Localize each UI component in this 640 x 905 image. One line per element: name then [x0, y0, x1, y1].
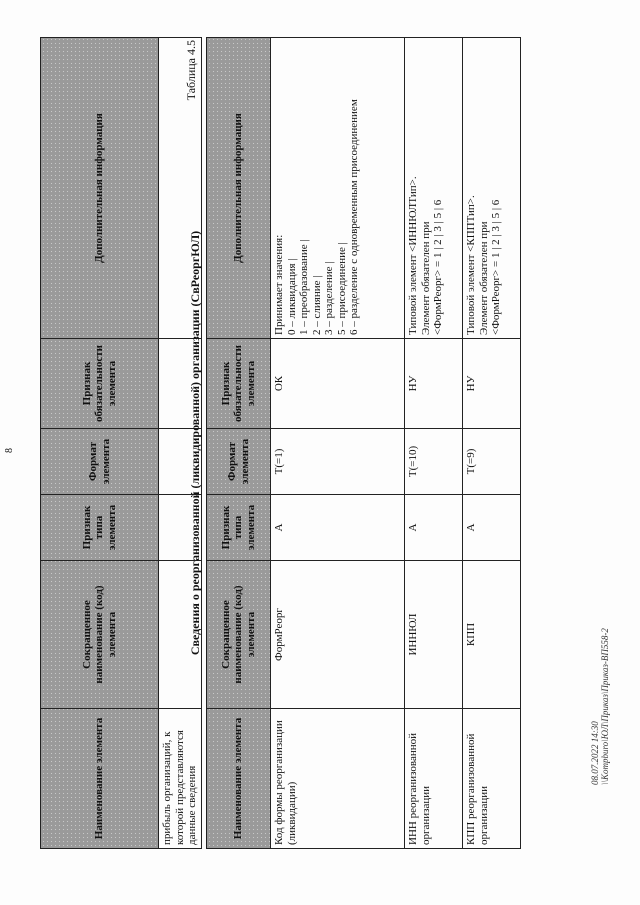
table-continuation — [40, 37, 202, 849]
header-name: Наименование элемента — [207, 709, 271, 849]
stamp-path: \\Kompburo\ЮЛ\Приказ\Приказ-ВП558-2 — [600, 628, 610, 785]
cell-required: ОК — [271, 339, 405, 429]
stamp-date: 08.07.2022 14:30 — [590, 721, 600, 785]
info-line: <ФормРеорг> = 1 | 2 | 3 | 5 | 6 — [432, 199, 444, 335]
cell-type: А — [271, 495, 405, 561]
header-info: Дополнительная информация — [41, 38, 159, 339]
header-code: Сокращенное наименование (код) элемента — [207, 561, 271, 709]
cell-format: T(=1) — [271, 429, 405, 495]
cell-format: T(=10) — [405, 429, 463, 495]
table-main — [206, 37, 521, 849]
page-number: 8 — [4, 448, 15, 453]
info-line: 3 – разделение | — [323, 261, 335, 335]
cell-required: НУ — [405, 339, 463, 429]
cell-info — [463, 38, 521, 339]
table-row — [271, 38, 405, 849]
cell-name: Код формы реорганизации (ликвидации) — [271, 709, 405, 849]
table-row — [405, 38, 463, 849]
table-caption: Таблица 4.5 — [184, 40, 198, 101]
header-required: Признак обязательности элемента — [207, 339, 271, 429]
info-line: 1 – преобразование | — [298, 239, 310, 335]
info-line: 2 – слияние | — [310, 275, 323, 335]
info-line: Элемент обязателен при — [419, 221, 432, 335]
table-row — [463, 38, 521, 849]
header-type: Признак типа элемента — [41, 495, 159, 561]
cell-code: ФормРеорг — [271, 561, 405, 709]
cell-info — [271, 38, 405, 339]
info-line: Элемент обязателен при — [477, 221, 490, 335]
header-format: Формат элемента — [207, 429, 271, 495]
info-line: 0 – ликвидация | — [285, 258, 298, 335]
cell-format: T(=9) — [463, 429, 521, 495]
cell-info — [405, 38, 463, 339]
header-info: Дополнительная информация — [207, 38, 271, 339]
table-header-row — [41, 38, 159, 849]
header-required: Признак обязательности элемента — [41, 339, 159, 429]
table-header-row — [207, 38, 271, 849]
cell-code: ИННЮЛ — [405, 561, 463, 709]
info-line: 5 – присоединение | — [335, 242, 348, 335]
info-line: Типовой элемент <КППТип>. — [465, 195, 477, 335]
file-stamp — [590, 628, 610, 785]
info-line: Типовой элемент <ИННЮЛТип>. — [407, 176, 419, 335]
cell-name: прибыль организаций, к которой представляются данные сведения — [159, 709, 202, 849]
cell-name: КПП реорганизованной организации — [463, 709, 521, 849]
cell-type: А — [405, 495, 463, 561]
cell-required: НУ — [463, 339, 521, 429]
table-title: Сведения о реорганизованной (ликвидированной) организации (СвРеоргЮЛ) — [188, 230, 202, 656]
info-line: <ФормРеорг> = 1 | 2 | 3 | 5 | 6 — [490, 199, 502, 335]
cell-name: ИНН реорганизованной организации — [405, 709, 463, 849]
header-code: Сокращенное наименование (код) элемента — [41, 561, 159, 709]
header-format: Формат элемента — [41, 429, 159, 495]
cell-type: А — [463, 495, 521, 561]
info-line: 6 – разделение с одновременным присоединением — [348, 99, 360, 335]
header-type: Признак типа элемента — [207, 495, 271, 561]
cell-code: КПП — [463, 561, 521, 709]
header-name: Наименование элемента — [41, 709, 159, 849]
info-line: Принимает значения: — [273, 234, 285, 335]
